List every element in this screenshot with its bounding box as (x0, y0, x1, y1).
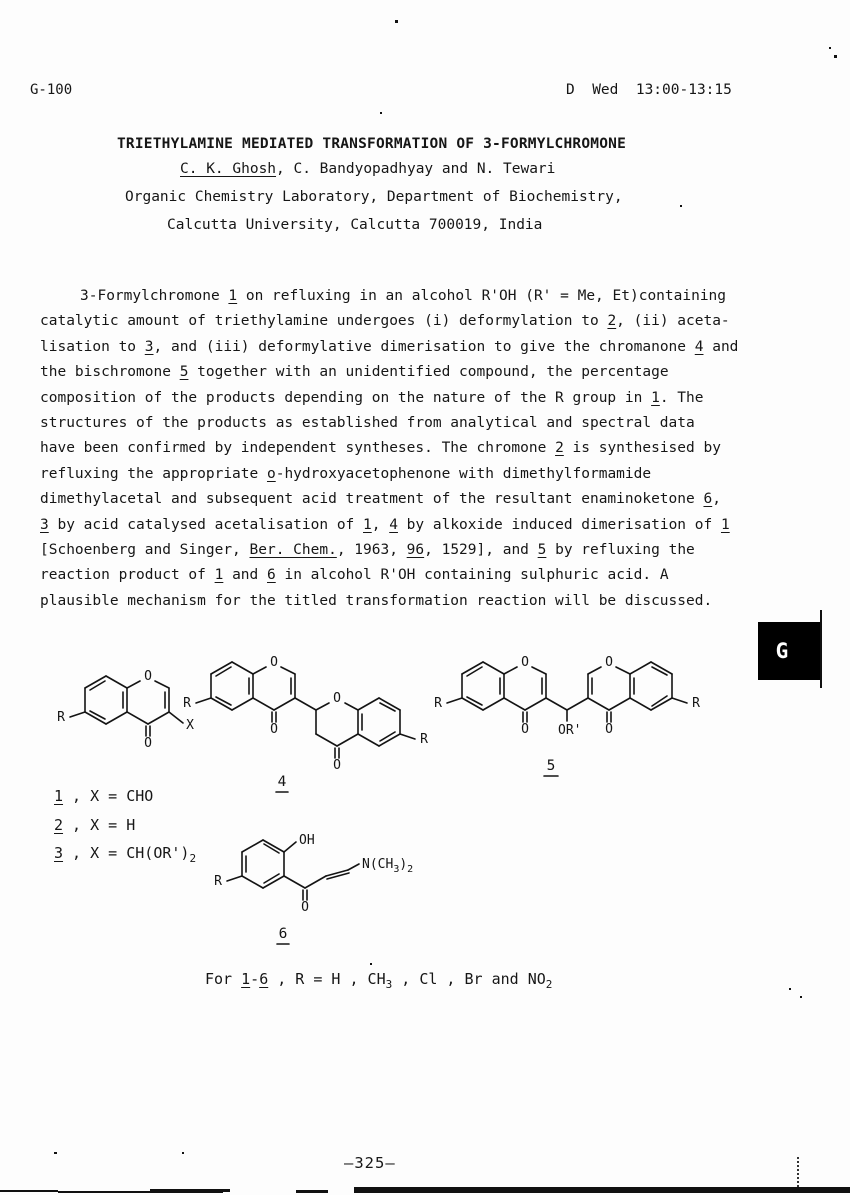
dimethylamino-label: $N(CH_3)_2$ (362, 857, 414, 875)
structure-4-dimer-drawing (170, 612, 440, 802)
affiliation-line-2: Calcutta University, Calcutta 700019, India (167, 217, 543, 233)
atom-ring-oxygen: O (144, 669, 152, 684)
scan-speck (680, 205, 682, 207)
scan-speck (800, 996, 802, 998)
scan-speck (54, 1152, 57, 1154)
scan-speck (182, 1152, 184, 1154)
scan-speck (829, 47, 831, 49)
section-tab (758, 622, 822, 680)
substituent-r: R (434, 696, 442, 711)
page-number: –325– (344, 1154, 396, 1172)
scan-speck (395, 20, 398, 23)
substituent-r: R (420, 732, 428, 747)
substituent-or-prime: OR' (558, 723, 582, 738)
atom-ring-oxygen: O (605, 655, 613, 670)
atom-ring-oxygen: O (333, 691, 341, 706)
atom-ketone-oxygen: O (301, 900, 309, 915)
scan-speck (789, 988, 791, 990)
substituent-r: R (57, 710, 65, 725)
paper-title: TRIETHYLAMINE MEDIATED TRANSFORMATION OF 3-FORMYLCHROMONE (117, 136, 626, 152)
substituent-r: R (214, 874, 222, 889)
atom-ketone-oxygen: O (144, 736, 152, 751)
substituent-r: R (692, 696, 700, 711)
scanner-bottom-bar (0, 1190, 58, 1192)
structure-number-6: 6 (278, 926, 288, 942)
structure-number-5: 5 (546, 758, 556, 774)
atom-ketone-oxygen: O (270, 722, 278, 737)
session-schedule: D Wed 13:00-13:15 (566, 82, 732, 98)
substituent-legend: 1 , X = CHO 2 , X = H 3 , $X = CH(OR')_2$ (54, 787, 197, 866)
scanner-bottom-bar (150, 1189, 230, 1192)
hydroxyl-label: OH (299, 833, 315, 848)
scan-speck (370, 963, 372, 965)
scanner-bottom-bar (354, 1187, 850, 1193)
scanner-bottom-bar (296, 1190, 328, 1193)
atom-ketone-oxygen: O (605, 722, 613, 737)
substituent-x: X (186, 718, 194, 733)
structure-6-enaminoketone-drawing (195, 806, 445, 951)
affiliation-line-1: Organic Chemistry Laboratory, Department of Biochemistry, (125, 189, 623, 205)
structure-number-4: 4 (277, 774, 287, 790)
atom-ring-oxygen: O (521, 655, 529, 670)
abstract-paragraph: 3-Formylchromone 1 on refluxing in an alcohol R'OH (R' = Me, Et)containing catalytic amount of triethylamine undergoes (i) deformylation to 2, (ii) aceta- lisation to 3, and (iii) deformylative dimerisation to give the chromanone 4 and the bischromone 5 together with an unidentified compound, the percentage composition of the products depending on the nature of the R group in 1. The structures of the products as established from analytical and spectral data have been confirmed by independent syntheses. The chromone 2 is synthesised by refluxing the appropriate o-hydroxyacetophenone with dimethylformamide dimethylacetal and subsequent acid treatment of the resultant enaminoketone 6, 3 by acid catalysed acetalisation of 1, 4 by alkoxide induced dimerisation of 1 [Schoenberg and Singer, Ber. Chem., 1963, 96, 1529], and 5 by refluxing the reaction product of 1 and 6 in alcohol R'OH containing sulphuric acid. A plausible mechanism for the titled transformation reaction will be discussed. (40, 288, 739, 609)
atom-ketone-oxygen: O (521, 722, 529, 737)
substituent-r: R (183, 696, 191, 711)
scan-speck (380, 112, 382, 114)
authors-line: C. K. Ghosh, C. Bandyopadhyay and N. Tewari (180, 161, 556, 177)
page-edge-line (820, 610, 822, 688)
section-tab-label: G (775, 639, 789, 663)
structure-5-bischromone-drawing (425, 618, 715, 788)
atom-ketone-oxygen: O (333, 758, 341, 773)
r-group-note: For 1-6 , R = H , $CH_3$ , Cl , Br and $NO_2$ (205, 970, 553, 991)
atom-ring-oxygen: O (270, 655, 278, 670)
scan-dotted-line (797, 1157, 799, 1187)
session-code: G-100 (30, 82, 73, 98)
scan-speck (834, 55, 837, 58)
